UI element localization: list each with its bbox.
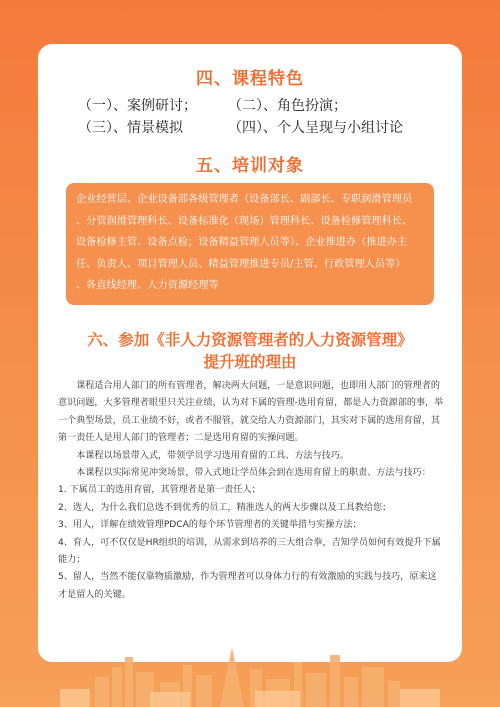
- feature-row-2: [78, 117, 438, 137]
- section6-title-line1: 六、参加《非人力资源管理者的人力资源管理》: [87, 331, 413, 349]
- reason-item: 1. 下属员工的选用育留，其管理者是第一责任人；: [58, 485, 261, 496]
- feature-row-1: [78, 95, 438, 115]
- audience-line: 任、负责人、项目管理人员、精益管理推进专员/主管、行政管理人员等）: [76, 258, 406, 270]
- section6-title-line2: 提升班的理由: [203, 353, 297, 371]
- reasons-body: [58, 378, 444, 604]
- content-card: [38, 44, 462, 662]
- audience-line: 企业经营层、企业设备部各级管理者（设备部长、副部长、专职润滑管理员: [76, 194, 413, 205]
- feature-item: （二）、角色扮演；: [228, 98, 347, 114]
- reason-paragraph: 本课程以实际常见冲突场景，带入式地让学员体会到在选用育留上的职责、方法与技巧：: [76, 468, 431, 479]
- audience-line: 、各直线经理、人力资源经理等: [76, 280, 219, 291]
- audience-line: 、分管润滑管理科长、设备标准化（现场）管理科长、设备检修管理科长、: [76, 215, 413, 227]
- reason-item: 2、选人，为什么我们总选不到优秀的员工，精准选人的两大步骤以及工具教给您；: [58, 502, 392, 513]
- reason-paragraph: 本课程以场景带入式，带领学员学习选用育留的工具、方法与技巧。: [76, 450, 350, 461]
- reason-paragraph: 课程适合用人部门的所有管理者，解决两大问题，一是意识问题，也即用人部门的管理者的意识问题，大多管理者眼里只关注业绩，认为对下属的管理-选用育留，都是人力资源部的事，举一个典型场景，员工业绩不好，或者不服管，就交给人力资源部门，其实对下属的选用育留，其第一责任人是用人部门的管理者；二是选用育留的实操问题。: [58, 381, 444, 444]
- feature-item: （一）、案例研讨；: [78, 98, 197, 114]
- section5-title: 五、培训对象: [196, 156, 304, 176]
- feature-item: （四）、个人呈现与小组讨论: [228, 120, 403, 136]
- section4-title: 四、课程特色: [196, 69, 304, 89]
- reason-item: 3、用人，详解在绩效管理PDCA的每个环节管理者的关键举措与实操方法；: [58, 520, 362, 531]
- feature-item: （三）、情景模拟: [78, 120, 183, 136]
- target-audience-box: [66, 183, 434, 305]
- city-skyline-decoration: [0, 637, 500, 707]
- reason-item: 4、育人，可不仅仅是HR组织的培训，从需求到培养的三大组合拳，吉知学员如何有效提升下属能力；: [58, 537, 441, 566]
- reason-item: 5、留人，当然不能仅靠物质激励，作为管理者可以身体力行的有效激励的实践与技巧，原来这才是留人的关键。: [58, 572, 437, 600]
- audience-line: 设备检修主管、设备点检；设备精益管理人员等）、企业推进办（推进办主: [76, 237, 408, 248]
